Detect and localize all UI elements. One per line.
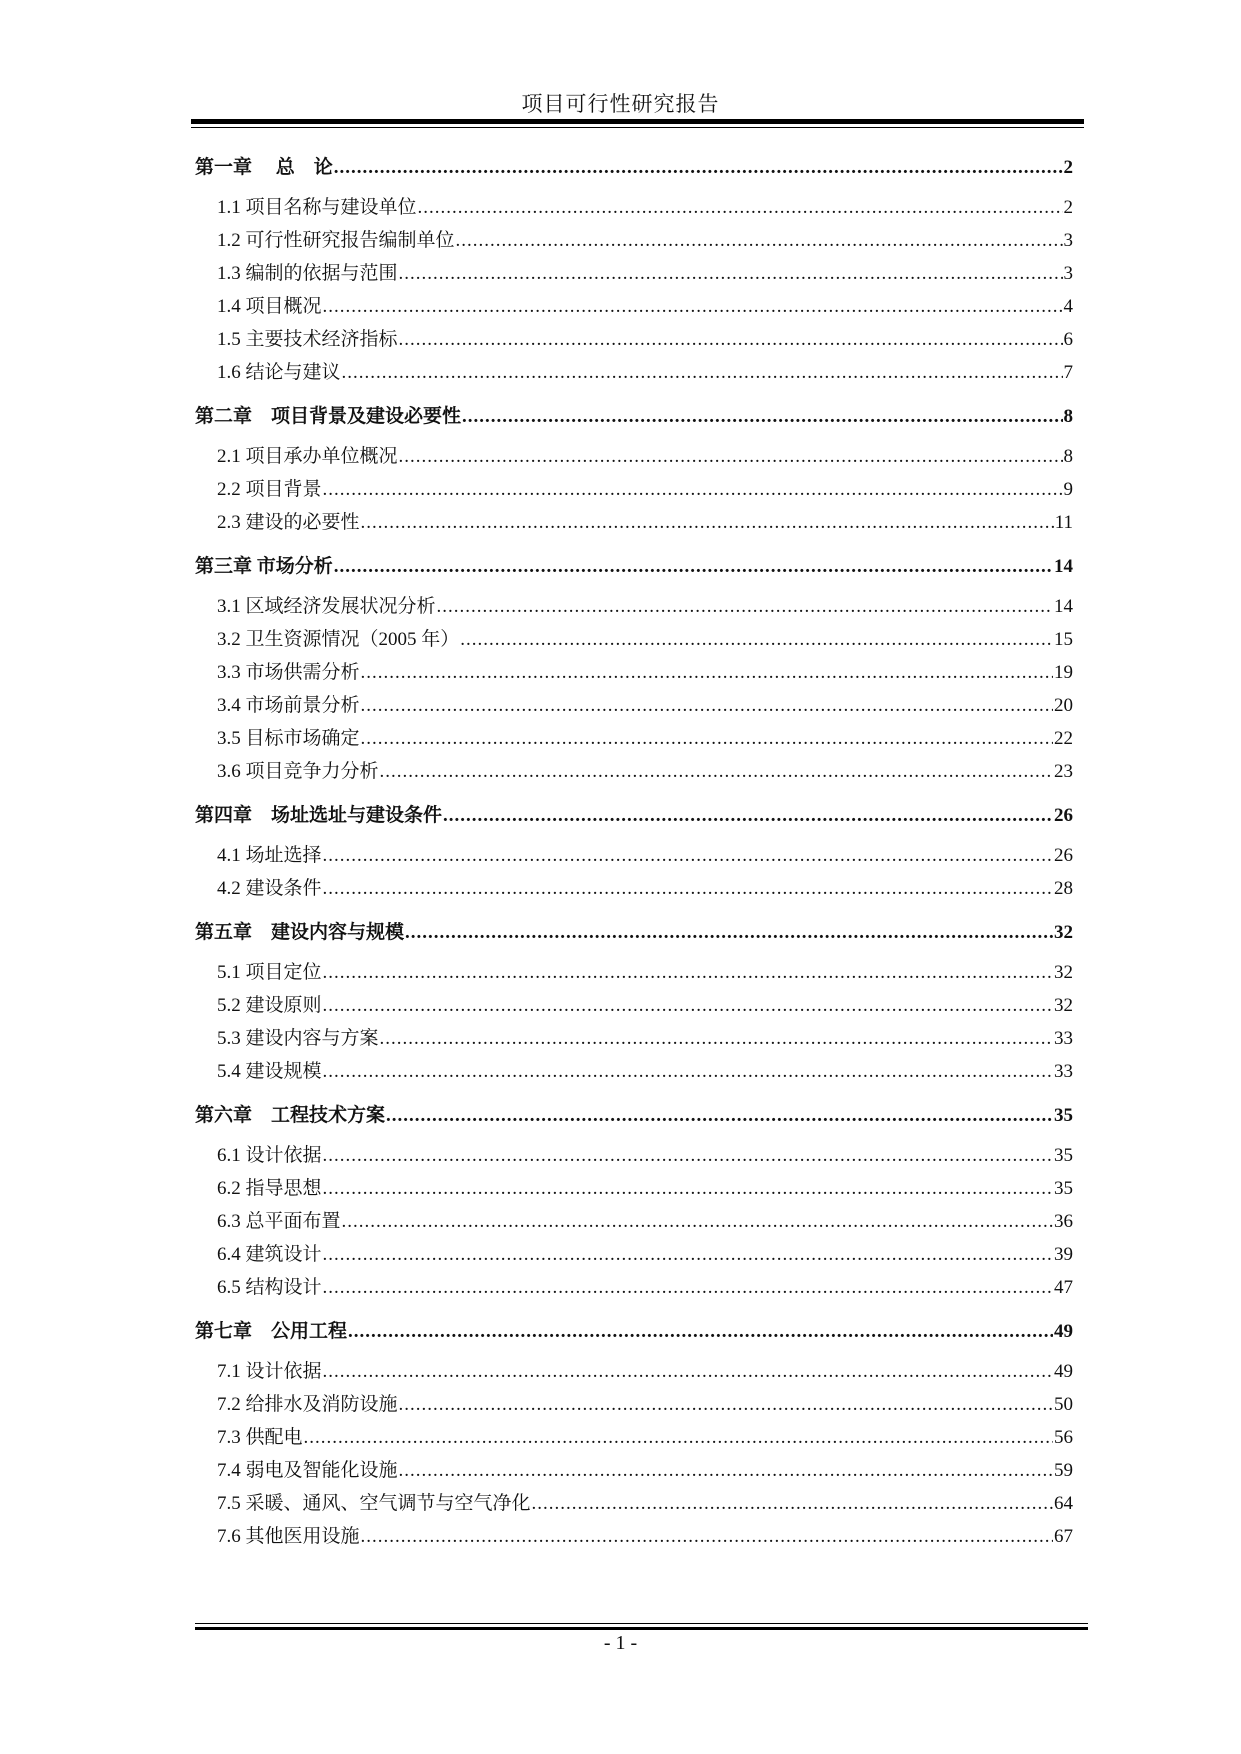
- dot-leader: [399, 1388, 1053, 1421]
- header-rule-thin: [191, 127, 1084, 128]
- toc-section-entry[interactable]: [195, 1454, 1073, 1487]
- toc-section-entry[interactable]: [195, 473, 1073, 506]
- section-title: 7.6 其他医用设施: [217, 1526, 360, 1547]
- toc-chapter-entry[interactable]: [195, 150, 1073, 185]
- section-title: 4.1 场址选择: [217, 845, 322, 866]
- dot-leader: [323, 989, 1053, 1022]
- section-title: 6.5 结构设计: [217, 1277, 322, 1298]
- dot-leader: [323, 1271, 1053, 1304]
- toc-section-entry[interactable]: [195, 1022, 1073, 1055]
- footer-rule-thin: [195, 1623, 1088, 1624]
- chapter-title: 第三章 市场分析: [195, 556, 333, 577]
- section-title: 6.3 总平面布置: [217, 1211, 341, 1232]
- section-page-number: 22: [1054, 728, 1073, 749]
- chapter-title: 第一章 总 论: [195, 157, 333, 178]
- dot-leader: [323, 1355, 1053, 1388]
- section-page-number: 36: [1054, 1211, 1073, 1232]
- toc-chapter-entry[interactable]: [195, 798, 1073, 833]
- toc-section-entry[interactable]: [195, 623, 1073, 656]
- toc-section-entry[interactable]: [195, 722, 1073, 755]
- section-page-number: 35: [1054, 1178, 1073, 1199]
- toc-section-entry[interactable]: [195, 1271, 1073, 1304]
- chapter-title: 第二章 项目背景及建设必要性: [195, 406, 462, 427]
- dot-leader: [342, 356, 1063, 389]
- section-page-number: 50: [1054, 1394, 1073, 1415]
- dot-leader: [323, 1238, 1053, 1271]
- section-page-number: 35: [1054, 1145, 1073, 1166]
- toc-section-entry[interactable]: [195, 191, 1073, 224]
- toc-chapter-entry[interactable]: [195, 549, 1073, 584]
- section-title: 5.3 建设内容与方案: [217, 1028, 379, 1049]
- section-title: 6.4 建筑设计: [217, 1244, 322, 1265]
- section-page-number: 28: [1054, 878, 1073, 899]
- chapter-page-number: 26: [1054, 805, 1073, 826]
- dot-leader: [399, 257, 1063, 290]
- toc-section-entry[interactable]: [195, 1055, 1073, 1088]
- section-page-number: 56: [1054, 1427, 1073, 1448]
- section-title: 1.1 项目名称与建设单位: [217, 197, 417, 218]
- chapter-title: 第四章 场址选址与建设条件: [195, 805, 443, 826]
- toc-section-entry[interactable]: [195, 356, 1073, 389]
- toc-section-entry[interactable]: [195, 257, 1073, 290]
- toc-section-entry[interactable]: [195, 440, 1073, 473]
- section-title: 1.6 结论与建议: [217, 362, 341, 383]
- toc-section-entry[interactable]: [195, 1172, 1073, 1205]
- toc-section-entry[interactable]: [195, 590, 1073, 623]
- section-title: 1.4 项目概况: [217, 296, 322, 317]
- section-page-number: 49: [1054, 1361, 1073, 1382]
- table-of-contents: [195, 150, 1073, 1553]
- dot-leader: [334, 150, 1063, 185]
- toc-section-entry[interactable]: [195, 872, 1073, 905]
- dot-leader: [323, 1172, 1053, 1205]
- section-page-number: 39: [1054, 1244, 1073, 1265]
- section-title: 4.2 建设条件: [217, 878, 322, 899]
- section-page-number: 9: [1063, 479, 1073, 500]
- chapter-page-number: 2: [1063, 157, 1073, 178]
- section-title: 3.3 市场供需分析: [217, 662, 360, 683]
- dot-leader: [323, 473, 1063, 506]
- section-page-number: 3: [1063, 230, 1073, 251]
- section-page-number: 8: [1063, 446, 1073, 467]
- dot-leader: [399, 440, 1063, 473]
- section-page-number: 14: [1054, 596, 1073, 617]
- chapter-title: 第六章 工程技术方案: [195, 1105, 386, 1126]
- section-page-number: 47: [1054, 1277, 1073, 1298]
- dot-leader: [323, 956, 1053, 989]
- section-title: 6.1 设计依据: [217, 1145, 322, 1166]
- dot-leader: [405, 915, 1053, 950]
- section-title: 3.2 卫生资源情况（2005 年）: [217, 629, 460, 650]
- dot-leader: [348, 1314, 1053, 1349]
- dot-leader: [323, 1055, 1053, 1088]
- section-page-number: 4: [1063, 296, 1073, 317]
- toc-chapter-entry[interactable]: [195, 399, 1073, 434]
- dot-leader: [361, 1520, 1053, 1553]
- dot-leader: [323, 872, 1053, 905]
- toc-section-entry[interactable]: [195, 290, 1073, 323]
- section-title: 7.3 供配电: [217, 1427, 303, 1448]
- chapter-page-number: 49: [1054, 1321, 1073, 1342]
- toc-chapter-entry[interactable]: [195, 1314, 1073, 1349]
- dot-leader: [443, 798, 1053, 833]
- dot-leader: [342, 1205, 1053, 1238]
- section-page-number: 15: [1054, 629, 1073, 650]
- dot-leader: [399, 323, 1063, 356]
- dot-leader: [361, 506, 1054, 539]
- section-title: 2.1 项目承办单位概况: [217, 446, 398, 467]
- toc-section-entry[interactable]: [195, 1238, 1073, 1271]
- section-page-number: 33: [1054, 1028, 1073, 1049]
- dot-leader: [304, 1421, 1053, 1454]
- toc-section-entry[interactable]: [195, 506, 1073, 539]
- toc-section-entry[interactable]: [195, 1139, 1073, 1172]
- dot-leader: [361, 689, 1053, 722]
- toc-chapter-entry[interactable]: [195, 915, 1073, 950]
- section-title: 5.1 项目定位: [217, 962, 322, 983]
- section-page-number: 20: [1054, 695, 1073, 716]
- section-title: 3.6 项目竞争力分析: [217, 761, 379, 782]
- section-title: 5.4 建设规模: [217, 1061, 322, 1082]
- section-title: 1.3 编制的依据与范围: [217, 263, 398, 284]
- section-title: 7.4 弱电及智能化设施: [217, 1460, 398, 1481]
- chapter-page-number: 8: [1063, 406, 1073, 427]
- toc-section-entry[interactable]: [195, 989, 1073, 1022]
- dot-leader: [361, 722, 1053, 755]
- section-page-number: 59: [1054, 1460, 1073, 1481]
- section-title: 5.2 建设原则: [217, 995, 322, 1016]
- section-title: 3.1 区域经济发展状况分析: [217, 596, 436, 617]
- toc-section-entry[interactable]: [195, 755, 1073, 788]
- toc-section-entry[interactable]: [195, 1355, 1073, 1388]
- dot-leader: [399, 1454, 1053, 1487]
- toc-section-entry[interactable]: [195, 323, 1073, 356]
- section-page-number: 6: [1063, 329, 1073, 350]
- toc-chapter-entry[interactable]: [195, 1098, 1073, 1133]
- page-number: - 1 -: [603, 1632, 638, 1654]
- chapter-page-number: 35: [1054, 1105, 1073, 1126]
- dot-leader: [532, 1487, 1053, 1520]
- chapter-title: 第五章 建设内容与规模: [195, 922, 405, 943]
- dot-leader: [323, 1139, 1053, 1172]
- section-title: 2.3 建设的必要性: [217, 512, 360, 533]
- section-title: 6.2 指导思想: [217, 1178, 322, 1199]
- dot-leader: [460, 623, 1053, 656]
- toc-section-entry[interactable]: [195, 689, 1073, 722]
- toc-section-entry[interactable]: [195, 656, 1073, 689]
- section-title: 3.5 目标市场确定: [217, 728, 360, 749]
- dot-leader: [437, 590, 1053, 623]
- toc-section-entry[interactable]: [195, 839, 1073, 872]
- dot-leader: [380, 755, 1053, 788]
- section-page-number: 67: [1054, 1526, 1073, 1547]
- chapter-page-number: 14: [1054, 556, 1073, 577]
- toc-section-entry[interactable]: [195, 224, 1073, 257]
- toc-section-entry[interactable]: [195, 1487, 1073, 1520]
- dot-leader: [380, 1022, 1053, 1055]
- section-page-number: 2: [1063, 197, 1073, 218]
- section-page-number: 64: [1054, 1493, 1073, 1514]
- chapter-page-number: 32: [1054, 922, 1073, 943]
- section-page-number: 23: [1054, 761, 1073, 782]
- section-title: 1.2 可行性研究报告编制单位: [217, 230, 455, 251]
- header-rule-thick: [191, 119, 1084, 124]
- section-page-number: 3: [1063, 263, 1073, 284]
- section-title: 3.4 市场前景分析: [217, 695, 360, 716]
- section-page-number: 7: [1063, 362, 1073, 383]
- section-title: 1.5 主要技术经济指标: [217, 329, 398, 350]
- section-title: 2.2 项目背景: [217, 479, 322, 500]
- section-page-number: 33: [1054, 1061, 1073, 1082]
- section-page-number: 19: [1054, 662, 1073, 683]
- toc-section-entry[interactable]: [195, 1205, 1073, 1238]
- dot-leader: [462, 399, 1062, 434]
- dot-leader: [323, 290, 1063, 323]
- chapter-title: 第七章 公用工程: [195, 1321, 348, 1342]
- dot-leader: [334, 549, 1053, 584]
- section-page-number: 32: [1054, 962, 1073, 983]
- section-page-number: 26: [1054, 845, 1073, 866]
- toc-section-entry[interactable]: [195, 1388, 1073, 1421]
- dot-leader: [323, 839, 1053, 872]
- page-header-title: 项目可行性研究报告: [521, 92, 720, 116]
- toc-section-entry[interactable]: [195, 1421, 1073, 1454]
- section-page-number: 32: [1054, 995, 1073, 1016]
- section-title: 7.1 设计依据: [217, 1361, 322, 1382]
- dot-leader: [386, 1098, 1053, 1133]
- section-title: 7.5 采暖、通风、空气调节与空气净化: [217, 1493, 531, 1514]
- dot-leader: [418, 191, 1063, 224]
- footer-rule-thick: [195, 1627, 1088, 1630]
- toc-section-entry[interactable]: [195, 956, 1073, 989]
- section-page-number: 11: [1054, 512, 1073, 533]
- dot-leader: [456, 224, 1063, 257]
- dot-leader: [361, 656, 1053, 689]
- section-title: 7.2 给排水及消防设施: [217, 1394, 398, 1415]
- toc-section-entry[interactable]: [195, 1520, 1073, 1553]
